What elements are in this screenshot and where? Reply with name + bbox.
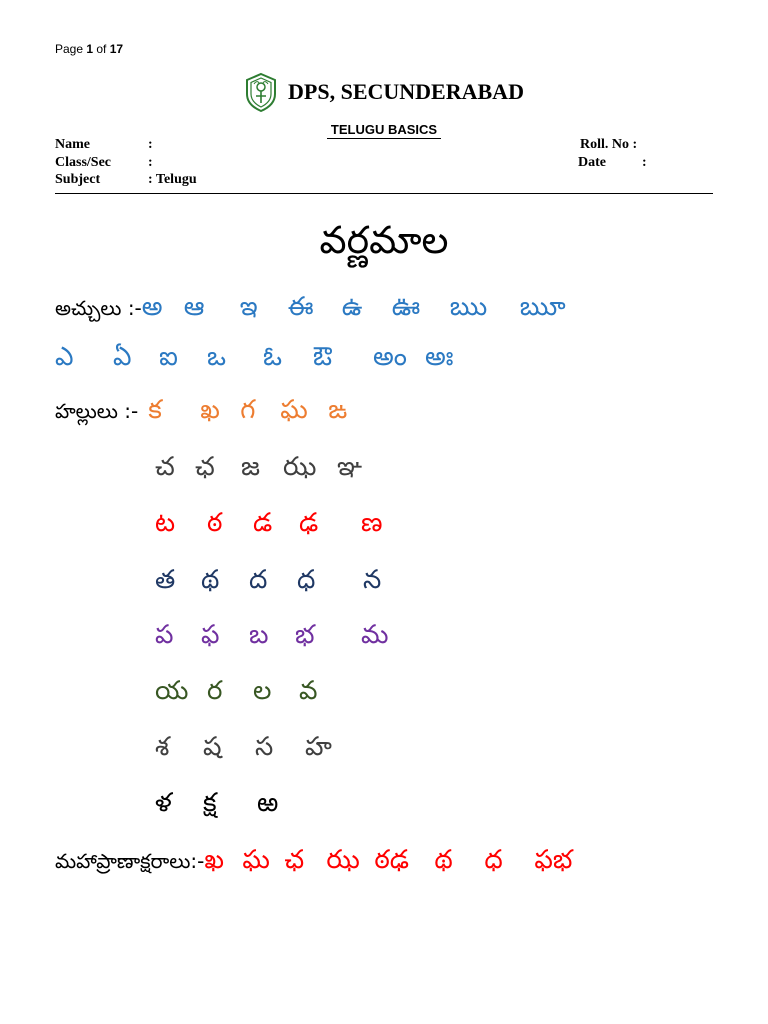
consonants-row-5 xyxy=(155,620,389,656)
consonant-letter: బ xyxy=(249,620,269,650)
consonant-letter: ఖ xyxy=(200,395,220,425)
consonant-letter: ఫ xyxy=(201,620,220,650)
mahaprana-label: మహాప్రాణాక్షరాలు:- xyxy=(55,849,205,873)
consonant-letter: న xyxy=(363,565,382,595)
vowel-letter: ఐ xyxy=(159,342,178,372)
consonant-letter: ల xyxy=(253,676,272,706)
vowel-letter: అః xyxy=(425,342,454,372)
mahaprana-letter: ఠఢ xyxy=(374,845,410,875)
consonant-letter: క xyxy=(148,395,162,425)
consonant-letter: ఱ xyxy=(257,788,279,818)
vowel-letter: అ xyxy=(141,292,163,322)
mahaprana-letter: ఫభ xyxy=(534,845,573,875)
consonants-row-6 xyxy=(155,676,318,712)
mahaprana-letter: థ xyxy=(434,845,453,875)
consonant-letter: ఞ xyxy=(337,452,363,482)
consonant-letter: క్ష xyxy=(203,788,217,818)
school-name: DPS, SECUNDERABAD xyxy=(288,79,524,104)
mahaprana-letter: ఘ xyxy=(242,845,270,875)
vowel-letter: ఓ xyxy=(263,342,283,372)
mahaprana-letter: ఛ xyxy=(284,845,305,875)
name-colon: : xyxy=(148,137,153,152)
document-title: TELUGU BASICS xyxy=(0,119,768,138)
consonant-letter: చ xyxy=(155,452,175,482)
mahaprana-row xyxy=(55,845,572,881)
header-divider xyxy=(55,193,713,194)
consonant-letter: ధ xyxy=(297,565,316,595)
consonant-letter: త xyxy=(155,565,176,595)
roll-number-label: Roll. No : xyxy=(580,137,638,152)
vowel-letter: ఔ xyxy=(313,342,333,372)
consonant-letter: ఘ xyxy=(280,395,308,425)
vowel-letter: ఇ xyxy=(239,292,258,322)
consonant-letter: ఝ xyxy=(283,452,317,482)
vowel-letter: ఆ xyxy=(183,292,205,322)
consonant-letter: య xyxy=(155,676,189,706)
school-header xyxy=(0,72,768,112)
consonant-letter: ఠ xyxy=(207,508,223,538)
consonants-row-4 xyxy=(155,565,381,601)
subject-label: Subject xyxy=(55,172,101,187)
consonants-row-8 xyxy=(155,788,278,824)
consonants-row-1 xyxy=(55,395,347,431)
vowel-letter: ఒ xyxy=(207,342,227,372)
page-number: Page 1 of 17 xyxy=(55,42,124,56)
consonant-letter: ళ xyxy=(155,788,172,818)
vowel-letter: ఉ xyxy=(341,292,363,322)
vowel-letter: ఏ xyxy=(113,342,132,372)
consonant-letter: థ xyxy=(201,565,220,595)
consonant-letter: ఢ xyxy=(299,508,319,538)
consonant-letter: ఛ xyxy=(195,452,215,482)
consonant-letter: ణ xyxy=(361,508,383,538)
mahaprana-letter: ఝ xyxy=(326,845,360,875)
consonant-letter: ఙ xyxy=(328,395,348,425)
consonants-row-3 xyxy=(155,508,382,544)
vowel-letter: ౠ xyxy=(519,292,566,322)
vowel-letter: ఈ xyxy=(287,292,314,322)
date-label: Date xyxy=(578,155,606,170)
vowel-letter: ఎ xyxy=(55,342,74,372)
consonant-letter: భ xyxy=(295,620,315,650)
consonants-row-7 xyxy=(155,732,332,768)
name-label: Name xyxy=(55,137,90,152)
vowel-letter: అం xyxy=(373,342,407,372)
consonant-letter: హ xyxy=(305,732,332,762)
vowel-letter: ఋ xyxy=(449,292,488,322)
vowels-row-1 xyxy=(55,292,566,328)
mahaprana-letter: ధ xyxy=(484,845,503,875)
consonant-letter: శ xyxy=(155,732,170,762)
class-colon: : xyxy=(148,155,153,170)
consonants-row-2 xyxy=(155,452,362,488)
date-colon: : xyxy=(642,155,647,170)
mahaprana-letter: ఖ xyxy=(204,845,224,875)
consonant-letter: ర xyxy=(207,676,223,706)
vowels-row-2 xyxy=(55,342,454,378)
consonant-letter: మ xyxy=(361,620,389,650)
consonant-letter: ట xyxy=(155,508,176,538)
consonant-letter: ప xyxy=(155,620,174,650)
consonant-letter: స xyxy=(255,732,274,762)
consonant-letter: ద xyxy=(249,565,268,595)
vowels-label: అచ్చులు :- xyxy=(55,296,142,320)
consonant-letter: డ xyxy=(253,508,273,538)
vowel-letter: ఊ xyxy=(391,292,421,322)
consonant-letter: జ xyxy=(241,452,261,482)
consonant-letter: ష xyxy=(203,732,222,762)
class-label: Class/Sec xyxy=(55,155,111,170)
alphabet-heading: వర్ణమాల xyxy=(319,218,449,262)
school-logo-icon xyxy=(244,72,278,112)
consonants-label: హల్లులు :- xyxy=(55,399,139,423)
consonant-letter: వ xyxy=(299,676,318,706)
consonant-letter: గ xyxy=(240,395,256,425)
subject-value: : Telugu xyxy=(148,172,197,187)
